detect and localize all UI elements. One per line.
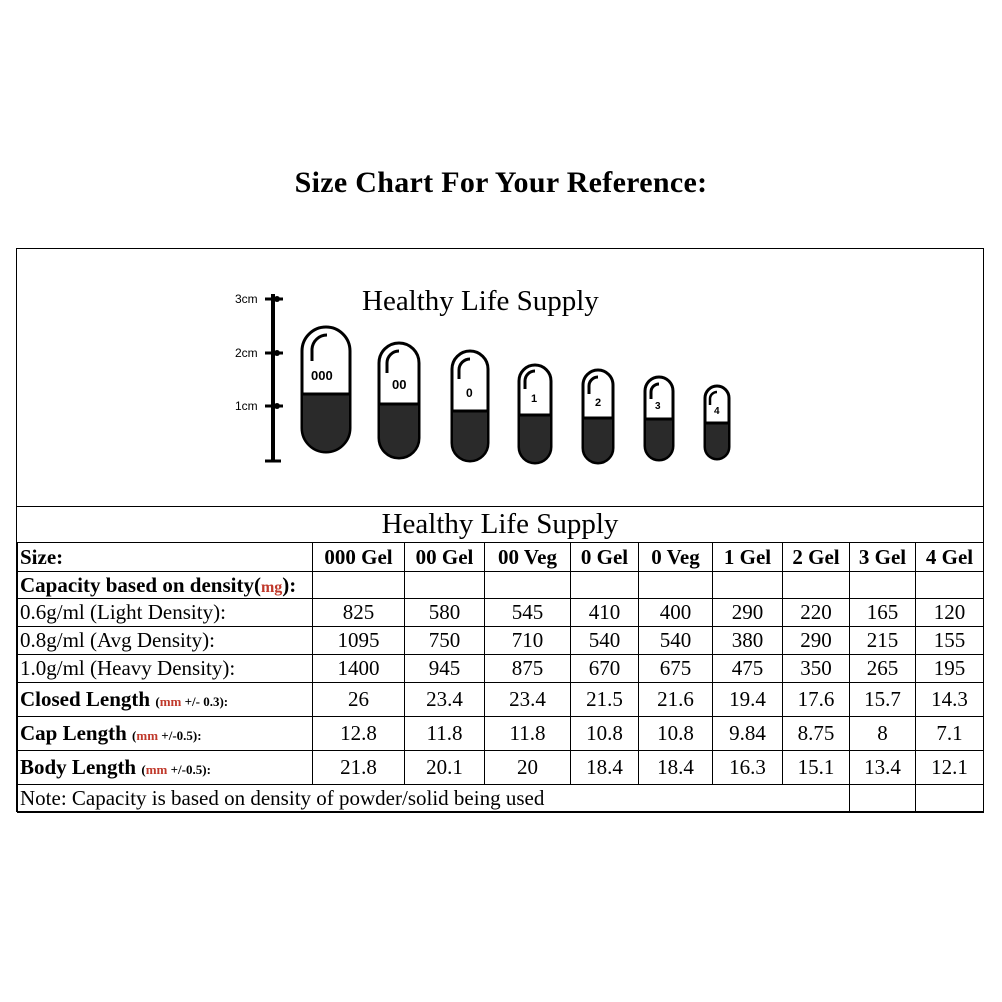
table-cell: 15.7 bbox=[850, 683, 916, 717]
table-cell: 11.8 bbox=[485, 717, 571, 751]
table-cell: 120 bbox=[916, 599, 984, 627]
table-cell: 7.1 bbox=[916, 717, 984, 751]
table-cell: 265 bbox=[850, 655, 916, 683]
row-label: Cap Length (mm +/-0.5): bbox=[18, 717, 313, 751]
capacity-label-suffix: ): bbox=[282, 572, 297, 597]
table-cell: 215 bbox=[850, 627, 916, 655]
unit-tolerance: +/-0.5): bbox=[167, 762, 211, 777]
ruler-label-2cm: 2cm bbox=[235, 346, 258, 360]
unit-tolerance: +/-0.5): bbox=[158, 728, 202, 743]
table-row bbox=[18, 627, 984, 655]
column-header: 2 Gel bbox=[783, 543, 850, 572]
table-cell: 165 bbox=[850, 599, 916, 627]
capacity-unit: mg bbox=[260, 578, 283, 596]
table-cell: 710 bbox=[485, 627, 571, 655]
table-cell: 19.4 bbox=[713, 683, 783, 717]
column-header: 000 Gel bbox=[313, 543, 405, 572]
table-cell: 1400 bbox=[313, 655, 405, 683]
row-label: Body Length (mm +/-0.5): bbox=[18, 751, 313, 785]
table-cell: 9.84 bbox=[713, 717, 783, 751]
table-cell: 20.1 bbox=[405, 751, 485, 785]
table-cell: 155 bbox=[916, 627, 984, 655]
column-header: 1 Gel bbox=[713, 543, 783, 572]
capsule-1-icon bbox=[519, 365, 551, 463]
column-header: 0 Veg bbox=[639, 543, 713, 572]
size-header-label: Size: bbox=[18, 543, 313, 572]
table-row bbox=[18, 683, 984, 717]
table-cell: 12.1 bbox=[916, 751, 984, 785]
capsule-label-000: 000 bbox=[311, 368, 333, 383]
table-cell: 350 bbox=[783, 655, 850, 683]
capsules-row bbox=[17, 249, 983, 506]
unit-tolerance: +/- 0.3): bbox=[181, 694, 229, 709]
table-cell: 23.4 bbox=[485, 683, 571, 717]
row-label-text: Body Length bbox=[20, 755, 137, 779]
capsule-label-1: 1 bbox=[531, 393, 538, 405]
table-cell: 21.5 bbox=[571, 683, 639, 717]
size-chart-frame bbox=[16, 248, 984, 812]
table-cell: 380 bbox=[713, 627, 783, 655]
table-cell: 1095 bbox=[313, 627, 405, 655]
table-row bbox=[18, 655, 984, 683]
capacity-label-prefix: Capacity based on density( bbox=[20, 572, 261, 597]
unit-mm: mm bbox=[136, 728, 159, 743]
table-cell: 540 bbox=[639, 627, 713, 655]
size-spec-table bbox=[17, 542, 984, 813]
row-label: 0.6g/ml (Light Density): bbox=[18, 599, 313, 627]
column-header: 0 Gel bbox=[571, 543, 639, 572]
table-cell: 17.6 bbox=[783, 683, 850, 717]
table-cell: 220 bbox=[783, 599, 850, 627]
column-header: 00 Gel bbox=[405, 543, 485, 572]
table-cell: 195 bbox=[916, 655, 984, 683]
capsule-label-3: 3 bbox=[655, 401, 661, 412]
capacity-note: Note: Capacity is based on density of powder/solid being used bbox=[18, 785, 850, 813]
table-cell: 12.8 bbox=[313, 717, 405, 751]
unit-mm: mm bbox=[159, 694, 182, 709]
table-cell: 8.75 bbox=[783, 717, 850, 751]
table-cell: 750 bbox=[405, 627, 485, 655]
illustration-brand: Healthy Life Supply bbox=[362, 285, 599, 317]
capsule-label-4: 4 bbox=[714, 406, 720, 417]
column-header: 00 Veg bbox=[485, 543, 571, 572]
capsule-2-icon bbox=[583, 370, 613, 463]
table-cell: 13.4 bbox=[850, 751, 916, 785]
ruler-label-1cm: 1cm bbox=[235, 399, 258, 413]
unit-mm: mm bbox=[145, 762, 168, 777]
capsule-000-icon bbox=[302, 327, 350, 452]
column-header: 3 Gel bbox=[850, 543, 916, 572]
table-row bbox=[18, 599, 984, 627]
table-cell: 8 bbox=[850, 717, 916, 751]
table-header-row bbox=[18, 543, 984, 572]
table-cell: 18.4 bbox=[639, 751, 713, 785]
table-row bbox=[18, 751, 984, 785]
column-header: 4 Gel bbox=[916, 543, 984, 572]
capsule-00-icon bbox=[379, 343, 419, 458]
table-cell: 675 bbox=[639, 655, 713, 683]
table-cell: 15.1 bbox=[783, 751, 850, 785]
page-title: Size Chart For Your Reference: bbox=[294, 166, 708, 199]
table-cell: 825 bbox=[313, 599, 405, 627]
table-row bbox=[18, 717, 984, 751]
table-cell: 945 bbox=[405, 655, 485, 683]
row-label-text: Cap Length bbox=[20, 721, 127, 745]
capsule-illustration bbox=[17, 249, 983, 506]
capsule-label-2: 2 bbox=[595, 397, 602, 409]
capacity-header-row bbox=[18, 572, 984, 599]
table-cell: 475 bbox=[713, 655, 783, 683]
table-cell: 670 bbox=[571, 655, 639, 683]
capsule-label-0: 0 bbox=[466, 386, 473, 400]
row-label: 0.8g/ml (Avg Density): bbox=[18, 627, 313, 655]
table-cell: 540 bbox=[571, 627, 639, 655]
table-cell: 410 bbox=[571, 599, 639, 627]
table-cell: 400 bbox=[639, 599, 713, 627]
table-cell: 20 bbox=[485, 751, 571, 785]
ruler-label-3cm: 3cm bbox=[235, 292, 258, 306]
table-cell: 580 bbox=[405, 599, 485, 627]
row-label: 1.0g/ml (Heavy Density): bbox=[18, 655, 313, 683]
capsule-label-00: 00 bbox=[392, 377, 407, 392]
table-cell: 18.4 bbox=[571, 751, 639, 785]
table-cell: 290 bbox=[713, 599, 783, 627]
table-brand: Healthy Life Supply bbox=[17, 506, 983, 543]
row-label-text: Closed Length bbox=[20, 687, 151, 711]
table-cell: 545 bbox=[485, 599, 571, 627]
table-cell: 11.8 bbox=[405, 717, 485, 751]
capacity-label bbox=[18, 572, 313, 599]
table-cell: 875 bbox=[485, 655, 571, 683]
table-cell: 26 bbox=[313, 683, 405, 717]
table-cell: 21.8 bbox=[313, 751, 405, 785]
table-cell: 21.6 bbox=[639, 683, 713, 717]
table-cell: 10.8 bbox=[639, 717, 713, 751]
table-cell: 16.3 bbox=[713, 751, 783, 785]
note-row bbox=[18, 785, 984, 813]
capsule-0-icon bbox=[452, 351, 488, 461]
table-cell: 14.3 bbox=[916, 683, 984, 717]
table-cell: 290 bbox=[783, 627, 850, 655]
capsule-4-icon bbox=[705, 386, 729, 459]
row-label: Closed Length (mm +/- 0.3): bbox=[18, 683, 313, 717]
table-cell: 23.4 bbox=[405, 683, 485, 717]
capsule-3-icon bbox=[645, 377, 673, 460]
table-cell: 10.8 bbox=[571, 717, 639, 751]
